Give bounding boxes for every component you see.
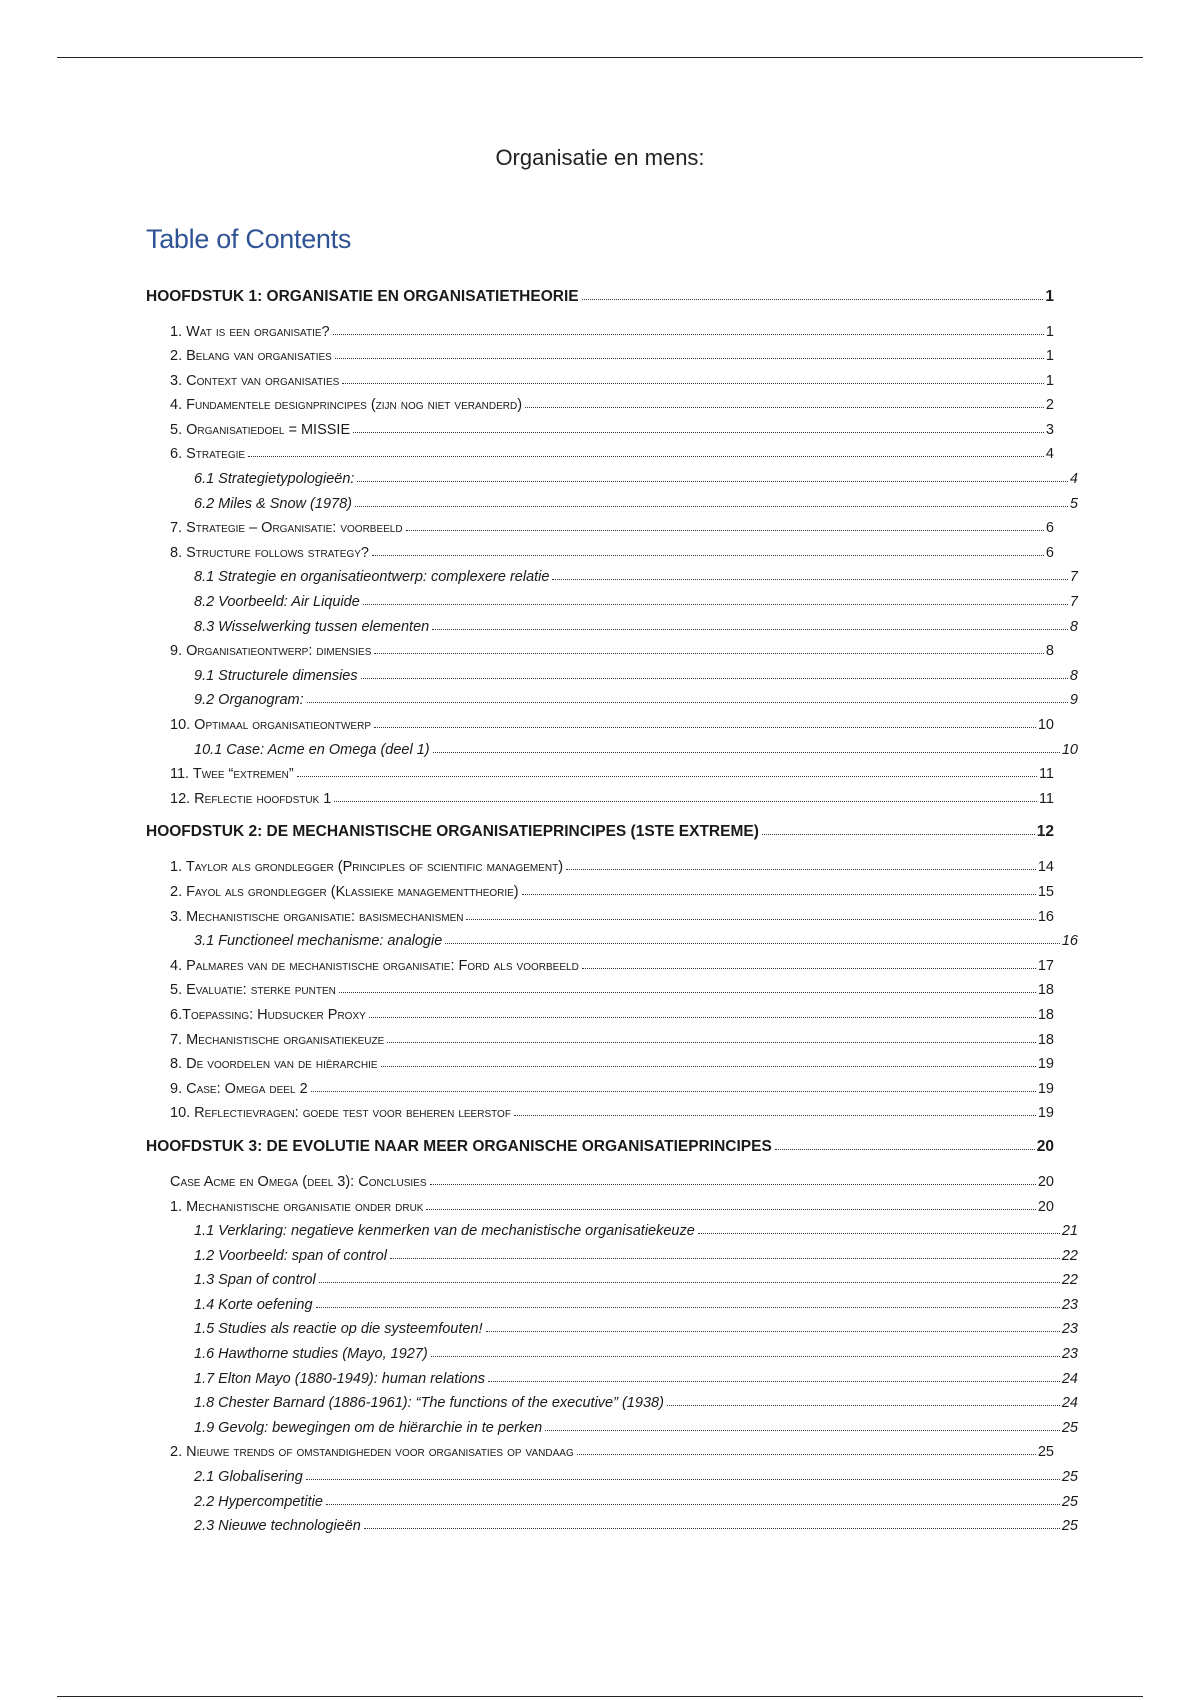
toc-subsection-entry[interactable] — [146, 1220, 1078, 1245]
toc-entry-text: 10. Optimaal organisatieontwerp — [170, 717, 371, 733]
toc-entry-text: 9.1 Structurele dimensies — [194, 667, 358, 684]
toc-page-number: 16 — [1061, 933, 1078, 950]
document-title: Organisatie en mens: — [495, 145, 705, 170]
toc-page-number: 6 — [1045, 544, 1054, 561]
toc-page-number: 25 — [1037, 1444, 1054, 1461]
toc-entry-text: 5. Organisatiedoel = MISSIE — [170, 421, 351, 438]
toc-entry-text: 1. Mechanistische organisatie onder druk — [170, 1198, 424, 1215]
dot-leader — [430, 1169, 1036, 1185]
toc-subsection-entry[interactable] — [146, 738, 1078, 763]
toc-page-number: 23 — [1061, 1346, 1078, 1363]
dot-leader — [339, 978, 1036, 994]
dot-leader — [387, 1027, 1036, 1043]
toc-entry-text: 1.7 Elton Mayo (1880-1949): human relations — [194, 1370, 485, 1387]
toc-subsection-entry[interactable] — [146, 492, 1078, 517]
toc-subsection-entry[interactable] — [146, 1318, 1078, 1343]
toc-entry-text: 2.2 Hypercompetitie — [194, 1493, 323, 1510]
toc-entry-text: 1.1 Verklaring: negatieve kenmerken van de mechanistische organisatiekeuze — [194, 1223, 695, 1240]
toc-page-number: 7 — [1069, 569, 1078, 586]
toc-page-number: 5 — [1069, 495, 1078, 512]
dot-leader — [326, 1489, 1060, 1505]
dot-leader — [582, 283, 1044, 300]
toc-subsection-entry[interactable] — [146, 1466, 1078, 1491]
toc-entry-text: 9. Organisatieontwerp: dimensies — [170, 643, 372, 660]
dot-leader — [667, 1391, 1060, 1407]
toc-section-entry[interactable] — [146, 1441, 1054, 1466]
toc-section-entry[interactable] — [146, 1102, 1054, 1127]
toc-entry-text: 1.8 Chester Barnard (1886-1961): “The functions of the executive” (1938) — [194, 1395, 664, 1412]
dot-leader — [426, 1194, 1035, 1210]
toc-entry-text: 10.1 Case: Acme en Omega (deel 1) — [194, 741, 430, 758]
toc-entry-text: 8.3 Wisselwerking tussen elementen — [194, 618, 430, 635]
toc-section-entry[interactable] — [146, 640, 1054, 665]
dot-leader — [316, 1292, 1060, 1308]
toc-entry-text: 3.1 Functioneel mechanisme: analogie — [194, 933, 443, 950]
toc-page-number: 1 — [1045, 323, 1054, 340]
toc-section-entry[interactable] — [146, 1053, 1054, 1078]
toc-page-number: 10 — [1061, 741, 1078, 758]
toc-entry-text: 4. Fundamentele designprincipes (zijn nog niet veranderd) — [170, 397, 523, 414]
toc-section-entry[interactable] — [146, 1195, 1054, 1220]
dot-leader — [334, 786, 1037, 802]
toc-page-number: 20 — [1036, 1137, 1054, 1155]
toc-section-entry[interactable] — [146, 1077, 1054, 1102]
toc-entry-text: 9.2 Organogram: — [194, 692, 304, 709]
toc-page-number: 25 — [1061, 1493, 1078, 1510]
dot-leader — [552, 565, 1067, 581]
dot-leader — [488, 1366, 1060, 1382]
toc-entry-text: 12. Reflectie hoofdstuk 1 — [170, 790, 332, 807]
dot-leader — [353, 417, 1044, 433]
toc-entry-text: 4. Palmares van de mechanistische organisatie: Ford als voorbeeld — [170, 957, 579, 974]
dot-leader — [545, 1415, 1060, 1431]
toc-subsection-entry[interactable] — [146, 1490, 1078, 1515]
toc-entry-text: 1.6 Hawthorne studies (Mayo, 1927) — [194, 1346, 428, 1363]
toc-page-number: 17 — [1037, 957, 1054, 974]
toc-subsection-entry[interactable] — [146, 1515, 1078, 1540]
dot-leader — [335, 344, 1044, 360]
dot-leader — [374, 713, 1036, 729]
toc-entry-text: 5. Evaluatie: sterke punten — [170, 982, 336, 999]
toc-section-entry[interactable] — [146, 905, 1054, 930]
toc-entry-text: 9. Case: Omega deel 2 — [170, 1080, 308, 1097]
dot-leader — [355, 491, 1068, 507]
toc-page-number: 19 — [1037, 1080, 1054, 1097]
toc-subsection-entry[interactable] — [146, 1367, 1078, 1392]
toc-section-entry[interactable] — [146, 394, 1054, 419]
toc-entry-text: 2.1 Globalisering — [194, 1469, 303, 1486]
toc-page-number: 10 — [1037, 717, 1054, 733]
toc-section-entry[interactable] — [146, 1028, 1054, 1053]
dot-leader — [432, 614, 1068, 630]
toc-section-entry[interactable] — [146, 369, 1054, 394]
dot-leader — [433, 737, 1060, 753]
toc-section-entry[interactable] — [146, 1170, 1054, 1195]
toc-entry-text: HOOFDSTUK 1: ORGANISATIE EN ORGANISATIETHEORIE — [146, 287, 579, 305]
dot-leader — [364, 1514, 1060, 1530]
dot-leader — [306, 1465, 1060, 1481]
toc-page-number: 24 — [1061, 1395, 1078, 1412]
toc-section-entry[interactable] — [146, 418, 1054, 443]
dot-leader — [297, 762, 1037, 778]
toc-entry-text: 6.Toepassing: Hudsucker Proxy — [170, 1006, 366, 1023]
toc-page-number: 19 — [1037, 1105, 1054, 1122]
toc-page-number: 25 — [1061, 1469, 1078, 1486]
toc-page-number: 14 — [1037, 859, 1054, 876]
toc-entry-text: 8.2 Voorbeeld: Air Liquide — [194, 594, 360, 611]
toc-subsection-entry[interactable] — [146, 1293, 1078, 1318]
toc-entry-text: 7. Mechanistische organisatiekeuze — [170, 1031, 385, 1048]
toc-chapter-entry[interactable] — [146, 820, 1054, 846]
toc-page-number: 16 — [1037, 908, 1054, 925]
toc-subsection-entry[interactable] — [146, 689, 1078, 714]
toc-entry-text: 1.3 Span of control — [194, 1272, 316, 1289]
dot-leader — [486, 1317, 1060, 1333]
dot-leader — [582, 953, 1036, 969]
toc-page-number: 4 — [1045, 446, 1054, 463]
dot-leader — [762, 819, 1035, 836]
header-rule — [57, 57, 1143, 58]
toc-subsection-entry[interactable] — [146, 1343, 1078, 1368]
toc-page-number: 18 — [1037, 1006, 1054, 1023]
toc-entry-text: 11. Twee “extremen” — [170, 766, 294, 783]
dot-leader — [319, 1268, 1060, 1284]
toc-page-number: 21 — [1061, 1223, 1078, 1240]
toc-page-number: 22 — [1061, 1247, 1078, 1264]
toc-subsection-entry[interactable] — [146, 1392, 1078, 1417]
dot-leader — [514, 1101, 1036, 1117]
toc-page-number: 18 — [1037, 1031, 1054, 1048]
toc-page-number: 18 — [1037, 982, 1054, 999]
dot-leader — [566, 855, 1036, 871]
toc-entry-text: 6.1 Strategietypologieën: — [194, 471, 355, 488]
toc-page-number: 24 — [1061, 1370, 1078, 1387]
toc-page-number: 4 — [1069, 471, 1078, 488]
toc-entry-text: 1.2 Voorbeeld: span of control — [194, 1247, 387, 1264]
toc-page-number: 20 — [1037, 1198, 1054, 1215]
toc-page-number: 25 — [1061, 1518, 1078, 1535]
toc-entry-text: 1. Wat is een organisatie? — [170, 323, 330, 340]
toc-entry-text: 2. Fayol als grondlegger (Klassieke managementtheorie) — [170, 883, 519, 900]
toc-section-entry[interactable] — [146, 856, 1054, 881]
toc-subsection-entry[interactable] — [146, 468, 1078, 493]
dot-leader — [577, 1440, 1036, 1456]
toc-entry-text: 1.5 Studies als reactie op die systeemfouten! — [194, 1321, 483, 1338]
toc-section-entry[interactable] — [146, 979, 1054, 1004]
toc-section-entry[interactable] — [146, 880, 1054, 905]
toc-subsection-entry[interactable] — [146, 1416, 1078, 1441]
toc-page-number: 22 — [1061, 1272, 1078, 1289]
toc-section-entry[interactable] — [146, 345, 1054, 370]
toc-subsection-entry[interactable] — [146, 1269, 1078, 1294]
toc-subsection-entry[interactable] — [146, 591, 1078, 616]
toc-page-number: 9 — [1069, 692, 1078, 709]
toc-subsection-entry[interactable] — [146, 566, 1078, 591]
toc-subsection-entry[interactable] — [146, 930, 1078, 955]
dot-leader — [342, 368, 1044, 384]
dot-leader — [369, 1002, 1036, 1018]
toc-entry-text: 6.2 Miles & Snow (1978) — [194, 495, 352, 512]
dot-leader — [381, 1052, 1036, 1068]
toc-page-number: 23 — [1061, 1296, 1078, 1313]
toc-entry-text: 2. Nieuwe trends of omstandigheden voor organisaties op vandaag — [170, 1444, 574, 1461]
toc-entry-text: 3. Mechanistische organisatie: basismechanismen — [170, 908, 464, 925]
toc-entry-text: 3. Context van organisaties — [170, 372, 340, 389]
dot-leader — [522, 879, 1036, 895]
toc-section-entry[interactable] — [146, 787, 1054, 812]
toc-section-entry[interactable] — [146, 714, 1054, 739]
toc-entry-text: 1.9 Gevolg: bewegingen om de hiërarchie in te perken — [194, 1419, 543, 1436]
toc-section-entry[interactable] — [146, 517, 1054, 542]
dot-leader — [431, 1342, 1060, 1358]
toc-page-number: 8 — [1045, 643, 1054, 660]
dot-leader — [248, 442, 1044, 458]
toc-chapter-entry[interactable] — [146, 284, 1054, 310]
toc-entry-text: 7. Strategie – Organisatie: voorbeeld — [170, 520, 403, 537]
dot-leader — [311, 1076, 1036, 1092]
toc-page-number: 25 — [1061, 1419, 1078, 1436]
toc-page-number: 3 — [1045, 421, 1054, 438]
toc-page-number: 1 — [1045, 372, 1054, 389]
dot-leader — [307, 688, 1068, 704]
toc-subsection-entry[interactable] — [146, 1244, 1078, 1269]
dot-leader — [445, 929, 1060, 945]
dot-leader — [698, 1219, 1060, 1235]
footer-rule — [57, 1696, 1143, 1697]
dot-leader — [525, 393, 1044, 409]
dot-leader — [363, 590, 1068, 606]
dot-leader — [466, 904, 1035, 920]
toc-section-entry[interactable] — [146, 541, 1054, 566]
toc-page-number: 8 — [1069, 667, 1078, 684]
toc-page-number: 15 — [1037, 883, 1054, 900]
toc-entry-text: 1.4 Korte oefening — [194, 1296, 313, 1313]
dot-leader — [333, 319, 1044, 335]
toc-entry-text: 1. Taylor als grondlegger (Principles of scientific management) — [170, 859, 564, 876]
dot-leader — [361, 663, 1068, 679]
toc-entry-text: 8. De voordelen van de hiërarchie — [170, 1056, 378, 1073]
toc-heading: Table of Contents — [146, 224, 352, 254]
toc-page-number: 8 — [1069, 618, 1078, 635]
toc-page-number: 7 — [1069, 594, 1078, 611]
toc-chapter-entry[interactable] — [146, 1134, 1054, 1160]
toc-page-number: 11 — [1038, 766, 1054, 783]
dot-leader — [374, 639, 1044, 655]
toc-entry-text: 2.3 Nieuwe technologieën — [194, 1518, 361, 1535]
toc-page-number: 12 — [1036, 823, 1054, 841]
toc-page-number: 20 — [1037, 1173, 1054, 1190]
toc-entry-text: 8. Structure follows strategy? — [170, 544, 369, 561]
toc-entry-text: 6. Strategie — [170, 446, 246, 463]
toc-entry-text: Case Acme en Omega (deel 3): Conclusies — [170, 1173, 427, 1190]
toc-page-number: 11 — [1038, 790, 1054, 807]
toc-entry-text: 2. Belang van organisaties — [170, 348, 332, 365]
dot-leader — [372, 540, 1044, 556]
toc-entry-text: 8.1 Strategie en organisatieontwerp: complexere relatie — [194, 569, 550, 586]
toc-page-number: 1 — [1045, 287, 1054, 305]
toc-subsection-entry[interactable] — [146, 664, 1078, 689]
toc-entry-text: HOOFDSTUK 3: DE EVOLUTIE NAAR MEER ORGANISCHE ORGANISATIEPRINCIPES — [146, 1137, 772, 1155]
toc-entry-text: 10. Reflectievragen: goede test voor beheren leerstof — [170, 1105, 511, 1122]
toc-page-number: 6 — [1045, 520, 1054, 537]
dot-leader — [775, 1133, 1035, 1150]
toc-subsection-entry[interactable] — [146, 615, 1078, 640]
toc-section-entry[interactable] — [146, 443, 1054, 468]
dot-leader — [390, 1243, 1060, 1259]
toc-section-entry[interactable] — [146, 763, 1054, 788]
toc-page-number: 23 — [1061, 1321, 1078, 1338]
dot-leader — [406, 516, 1044, 532]
toc-section-entry[interactable] — [146, 1003, 1054, 1028]
toc-entry-text: HOOFDSTUK 2: DE MECHANISTISCHE ORGANISATIEPRINCIPES (1STE EXTREME) — [146, 823, 759, 841]
toc-page-number: 19 — [1037, 1056, 1054, 1073]
toc-section-entry[interactable] — [146, 954, 1054, 979]
toc-page-number: 1 — [1045, 348, 1054, 365]
toc-page-number: 2 — [1045, 397, 1054, 414]
table-of-contents — [146, 276, 1078, 1539]
toc-section-entry[interactable] — [146, 320, 1054, 345]
dot-leader — [357, 467, 1068, 483]
